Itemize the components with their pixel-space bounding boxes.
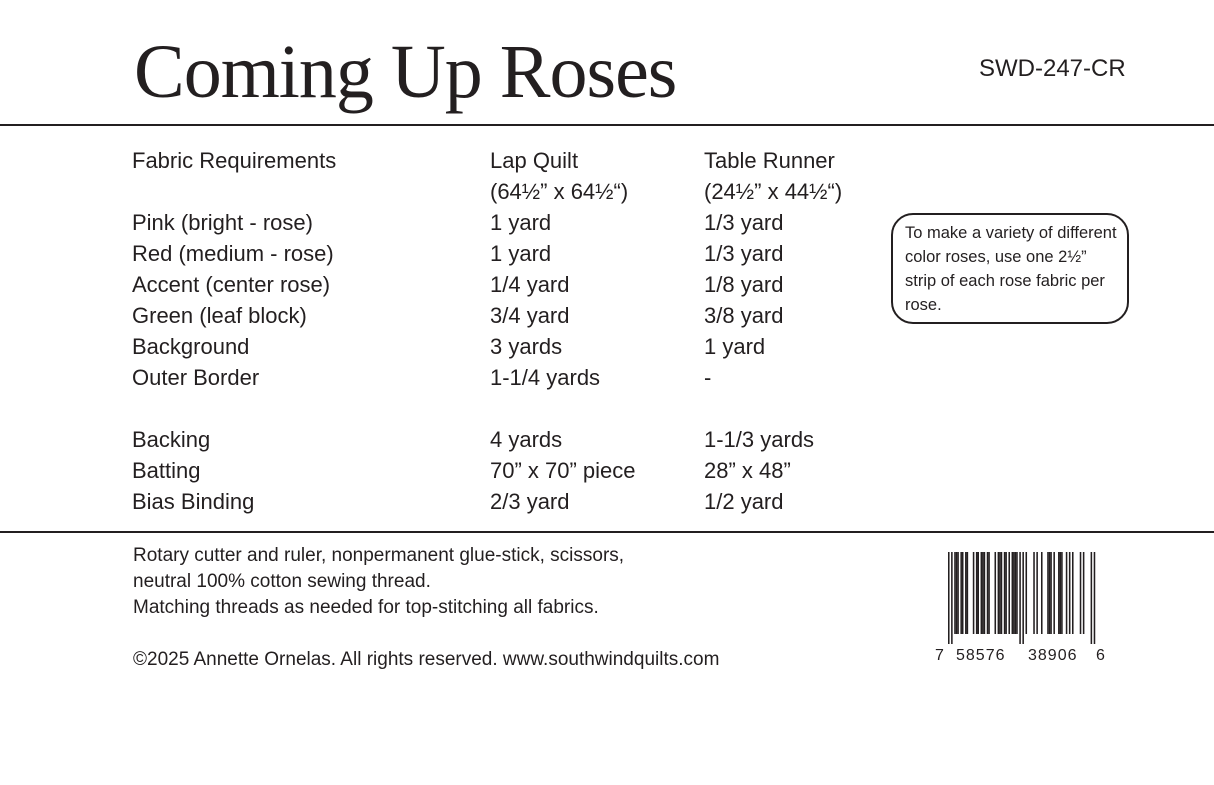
barcode-bar bbox=[1058, 552, 1060, 634]
barcode-bar bbox=[1050, 552, 1052, 634]
row-runner-value: 1 yard bbox=[704, 334, 766, 359]
row-lap-value: 70” x 70” piece bbox=[490, 458, 636, 483]
row-item: Batting bbox=[132, 458, 201, 483]
barcode-bar bbox=[976, 552, 978, 634]
barcode-bar bbox=[984, 552, 986, 634]
row-lap-value: 4 yards bbox=[490, 427, 563, 452]
barcode-bar bbox=[1053, 552, 1055, 634]
table-runner-size: (24½” x 44½“) bbox=[704, 179, 843, 204]
barcode-left-group: 58576 bbox=[956, 647, 1006, 664]
barcode-bar bbox=[1049, 552, 1051, 634]
row-runner-value: 1/3 yard bbox=[704, 241, 784, 266]
barcode-bar bbox=[967, 552, 969, 634]
barcode-bar bbox=[954, 552, 956, 634]
barcode-bar bbox=[1069, 552, 1071, 634]
barcode-bar bbox=[998, 552, 1000, 634]
row-item: Bias Binding bbox=[132, 489, 255, 514]
barcode-bar bbox=[1015, 552, 1017, 634]
barcode-bar bbox=[1083, 552, 1085, 634]
barcode-bar bbox=[1080, 552, 1082, 634]
barcode-bar bbox=[987, 552, 989, 634]
row-runner-value: 1-1/3 yards bbox=[704, 427, 815, 452]
barcode-bar bbox=[1016, 552, 1018, 634]
header-table-runner: Table Runner bbox=[704, 148, 835, 173]
barcode-bar bbox=[1061, 552, 1063, 634]
barcode-bar bbox=[1060, 552, 1062, 634]
barcode-bar bbox=[1094, 552, 1096, 644]
barcode bbox=[930, 550, 1110, 670]
barcode-bars bbox=[930, 550, 1110, 646]
barcode-bar bbox=[995, 552, 997, 634]
barcode-bar bbox=[1019, 552, 1021, 644]
barcode-bar bbox=[1033, 552, 1035, 634]
row-runner-value: 1/8 yard bbox=[704, 272, 784, 297]
row-runner-value: 1/2 yard bbox=[704, 489, 784, 514]
barcode-check-digit: 6 bbox=[1096, 647, 1105, 664]
barcode-bar bbox=[977, 552, 979, 634]
barcode-bar bbox=[951, 552, 953, 644]
barcode-bar bbox=[1008, 552, 1010, 634]
rose-variety-note: To make a variety of different color roses, use one 2½” strip of each rose fabric per rose. bbox=[891, 213, 1129, 324]
row-item: Red (medium - rose) bbox=[132, 241, 334, 266]
row-item: Backing bbox=[132, 427, 211, 452]
lap-quilt-size: (64½” x 64½“) bbox=[490, 179, 629, 204]
barcode-bar bbox=[1026, 552, 1028, 634]
row-runner-value: - bbox=[704, 365, 712, 390]
row-item: Outer Border bbox=[132, 365, 260, 390]
barcode-bar bbox=[1066, 552, 1068, 634]
row-item: Green (leaf block) bbox=[132, 303, 307, 328]
barcode-bar bbox=[962, 552, 964, 634]
product-code: SWD-247-CR bbox=[979, 55, 1126, 82]
barcode-bar bbox=[948, 552, 950, 644]
row-lap-value: 1-1/4 yards bbox=[490, 365, 601, 390]
barcode-bar bbox=[982, 552, 984, 634]
barcode-bar bbox=[1004, 552, 1006, 634]
barcode-bar bbox=[957, 552, 959, 634]
barcode-bar bbox=[1091, 552, 1093, 644]
barcode-bar bbox=[1036, 552, 1038, 634]
barcode-bar bbox=[1072, 552, 1074, 634]
barcode-bar bbox=[960, 552, 962, 634]
row-runner-value: 1/3 yard bbox=[704, 210, 784, 235]
row-item: Background bbox=[132, 334, 250, 359]
barcode-bar bbox=[981, 552, 983, 634]
barcode-bar bbox=[999, 552, 1001, 634]
row-item: Pink (bright - rose) bbox=[132, 210, 313, 235]
row-lap-value: 1 yard bbox=[490, 241, 552, 266]
row-lap-value: 2/3 yard bbox=[490, 489, 570, 514]
notions-line: neutral 100% cotton sewing thread. bbox=[133, 571, 431, 592]
header-lap-quilt: Lap Quilt bbox=[490, 148, 579, 173]
barcode-bar bbox=[956, 552, 958, 634]
barcode-bar bbox=[1012, 552, 1014, 634]
barcode-bar bbox=[1001, 552, 1003, 634]
barcode-right-group: 38906 bbox=[1028, 647, 1078, 664]
barcode-bar bbox=[1013, 552, 1015, 634]
copyright-line: ©2025 Annette Ornelas. All rights reserved. www.southwindquilts.com bbox=[133, 649, 720, 670]
page-title: Coming Up Roses bbox=[134, 30, 677, 114]
barcode-bar bbox=[1041, 552, 1043, 634]
barcode-bar bbox=[973, 552, 975, 634]
notions-list bbox=[133, 543, 624, 621]
row-runner-value: 3/8 yard bbox=[704, 303, 784, 328]
barcode-first-digit: 7 bbox=[935, 647, 944, 664]
notions-line: Rotary cutter and ruler, nonpermanent glue-stick, scissors, bbox=[133, 545, 625, 566]
row-lap-value: 3/4 yard bbox=[490, 303, 570, 328]
notions-line: Matching threads as needed for top-stitching all fabrics. bbox=[133, 597, 599, 618]
barcode-bar bbox=[965, 552, 967, 634]
barcode-bar bbox=[1022, 552, 1024, 644]
row-runner-value: 28” x 48” bbox=[704, 458, 791, 483]
top-divider bbox=[0, 124, 1214, 126]
middle-divider bbox=[0, 531, 1214, 533]
row-item: Accent (center rose) bbox=[132, 272, 331, 297]
row-lap-value: 1 yard bbox=[490, 210, 552, 235]
barcode-bar bbox=[1047, 552, 1049, 634]
row-lap-value: 3 yards bbox=[490, 334, 563, 359]
row-lap-value: 1/4 yard bbox=[490, 272, 570, 297]
barcode-bar bbox=[1005, 552, 1007, 634]
header-fabric-requirements: Fabric Requirements bbox=[132, 148, 337, 173]
barcode-bar bbox=[988, 552, 990, 634]
